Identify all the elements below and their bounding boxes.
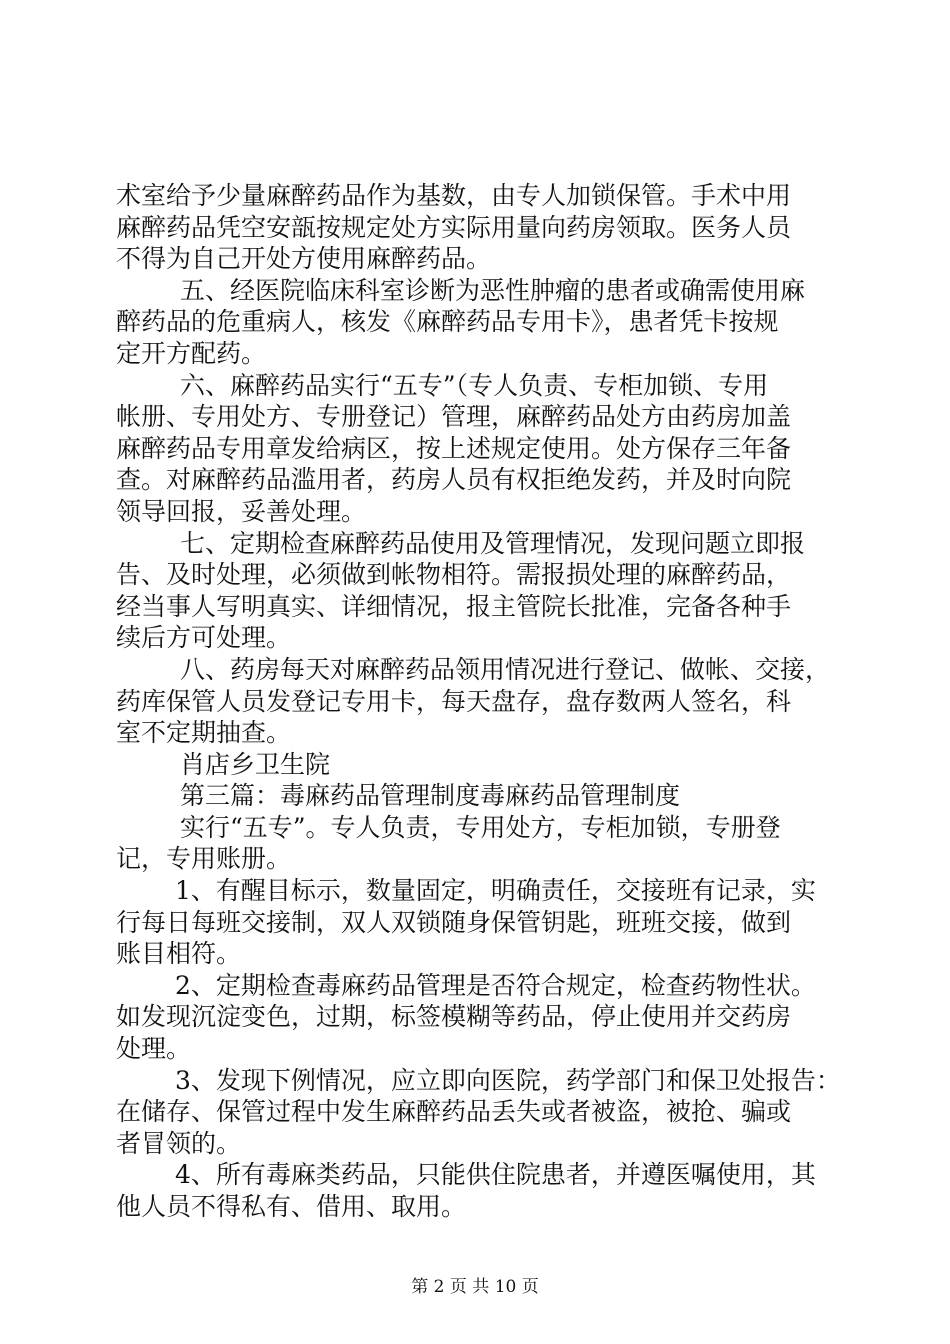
text-line: 行每日每班交接制，双人双锁随身保管钥匙，班班交接，做到 (116, 907, 792, 937)
text-line: 如发现沉淀变色，过期，标签模糊等药品，停止使用并交药房 (116, 1002, 792, 1032)
text-line: 记，专用账册。 (116, 844, 292, 874)
paragraph-start-line: 3、发现下例情况，应立即向医院，药学部门和保卫处报告： (175, 1065, 841, 1095)
paragraph-start-line: 实行“五专”。专人负责，专用处方，专柜加锁，专册登 (180, 812, 781, 842)
text-line: 定开方配药。 (116, 338, 267, 368)
text-line: 领导回报，妥善处理。 (116, 496, 367, 526)
text-line: 处理。 (116, 1034, 192, 1064)
text-line: 室不定期抽查。 (116, 718, 292, 748)
signature-hospital-name: 肖店乡卫生院 (180, 749, 331, 779)
paragraph-start-line: 1、有醒目标示，数量固定，明确责任，交接班有记录，实 (175, 876, 816, 906)
text-line: 续后方可处理。 (116, 623, 292, 653)
text-line: 术室给予少量麻醉药品作为基数，由专人加锁保管。手术中用 (116, 181, 792, 210)
text-line: 麻醉药品凭空安瓿按规定处方实际用量向药房领取。医务人员 (116, 212, 792, 242)
paragraph-start-line: 七、定期检查麻醉药品使用及管理情况，发现问题立即报 (180, 528, 806, 558)
text-line: 者冒领的。 (116, 1128, 242, 1158)
text-line: 账目相符。 (116, 939, 242, 969)
paragraph-start-line: 2、定期检查毒麻药品管理是否符合规定，检查药物性状。 (175, 970, 816, 1000)
paragraph-start-line: 五、经医院临床科室诊断为恶性肿瘤的患者或确需使用麻 (180, 275, 806, 305)
text-line: 经当事人写明真实、详细情况，报主管院长批准，完备各种手 (116, 591, 792, 621)
body-text (116, 180, 841, 1223)
section-heading: 第三篇：毒麻药品管理制度毒麻药品管理制度 (180, 781, 681, 811)
text-line: 不得为自己开处方使用麻醉药品。 (116, 244, 492, 274)
text-line: 药库保管人员发登记专用卡，每天盘存，盘存数两人签名，科 (116, 686, 792, 716)
paragraph-start-line: 4、所有毒麻类药品，只能供住院患者，并遵医嘱使用，其 (175, 1160, 816, 1190)
page-number-footer: 第 2 页 共 10 页 (411, 1277, 539, 1297)
text-line: 醉药品的危重病人，核发《麻醉药品专用卡》，患者凭卡按规 (116, 307, 779, 337)
text-line: 在储存、保管过程中发生麻醉药品丢失或者被盗，被抢、骗或 (116, 1097, 792, 1127)
paragraph-start-line: 六、麻醉药品实行“五专”（专人负责、专柜加锁、专用 (180, 370, 769, 400)
text-line: 他人员不得私有、借用、取用。 (116, 1192, 467, 1221)
text-line: 麻醉药品专用章发给病区，按上述规定使用。处方保存三年备 (116, 433, 792, 463)
text-line: 帐册、专用处方、专册登记）管理，麻醉药品处方由药房加盖 (116, 402, 792, 432)
text-line: 告、及时处理，必须做到帐物相符。需报损处理的麻醉药品， (116, 560, 792, 590)
text-line: 查。对麻醉药品滥用者，药房人员有权拒绝发药，并及时向院 (116, 465, 792, 495)
paragraph-start-line: 八、药房每天对麻醉药品领用情况进行登记、做帐、交接， (180, 654, 831, 684)
